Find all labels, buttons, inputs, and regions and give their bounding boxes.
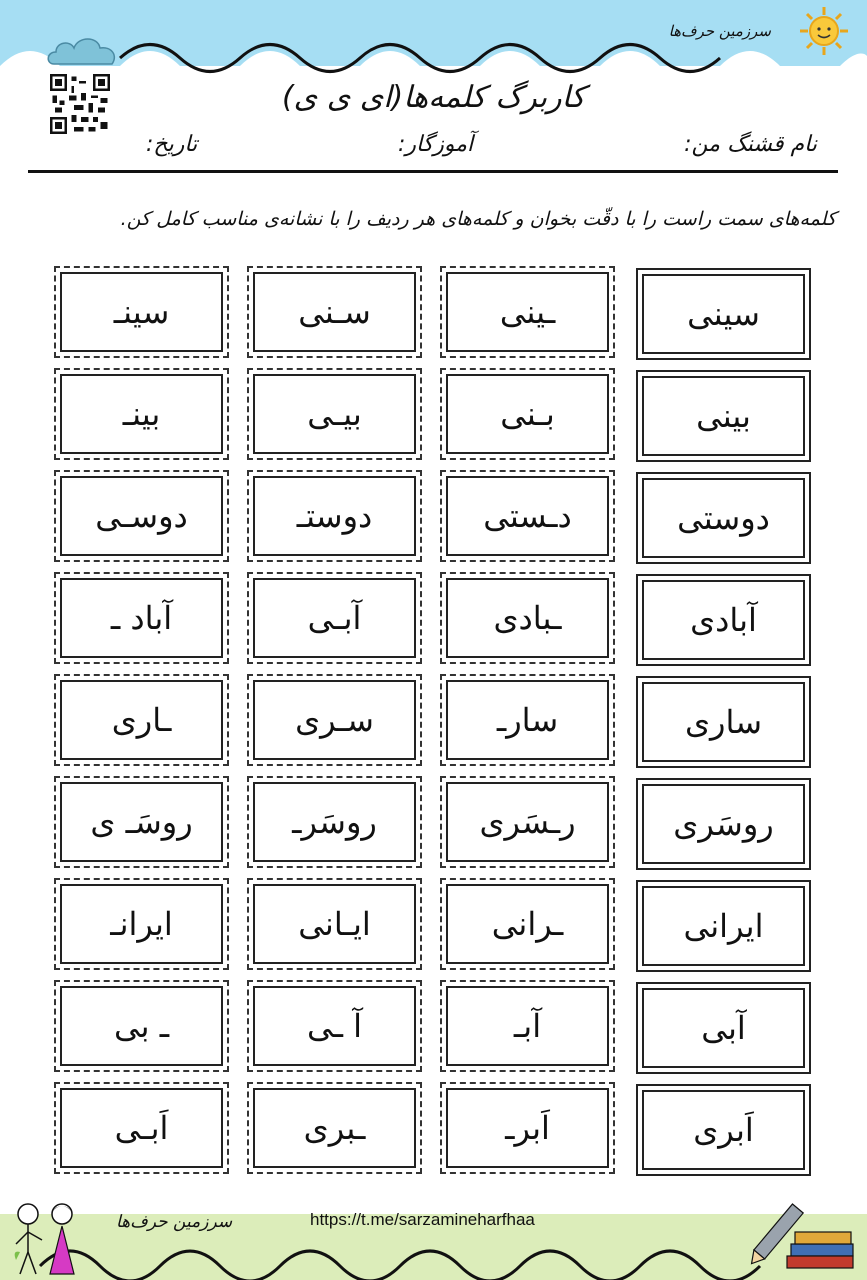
word-card-exercise: [247, 674, 422, 766]
word-card-exercise: [440, 368, 615, 460]
word-text: سینی: [642, 274, 805, 354]
word-card-model: [636, 370, 811, 462]
word-card-exercise: [440, 266, 615, 358]
word-text: آ ـی: [253, 986, 416, 1066]
word-card-exercise: [247, 980, 422, 1072]
word-card-model: [636, 472, 811, 564]
kids-illustration: [8, 1200, 84, 1278]
word-card-exercise: [247, 572, 422, 664]
word-text: اَبـی: [60, 1088, 223, 1168]
word-card-exercise: [54, 674, 229, 766]
word-card-exercise: [54, 368, 229, 460]
word-card-exercise: [440, 1082, 615, 1174]
word-card-exercise: [247, 470, 422, 562]
sun-icon: [799, 6, 849, 56]
word-card-exercise: [440, 470, 615, 562]
word-text: روسَـ ی: [60, 782, 223, 862]
word-card-model: [636, 982, 811, 1074]
word-card-exercise: [54, 980, 229, 1072]
word-text: بیـی: [253, 374, 416, 454]
word-text: آبی: [642, 988, 805, 1068]
instruction-text: کلمه‌های سمت راست را با دقّت بخوان و کلمه‌های هر ردیف را با نشانه‌ی مناسب کامل کن.: [120, 208, 836, 230]
word-text: ـاری: [60, 680, 223, 760]
word-grid: [44, 262, 816, 1182]
word-text: ـبری: [253, 1088, 416, 1168]
word-text: دـستی: [446, 476, 609, 556]
word-card-exercise: [247, 368, 422, 460]
word-text: بینـ: [60, 374, 223, 454]
telegram-link[interactable]: https://t.me/sarzamineharfhaa: [310, 1210, 535, 1229]
word-text: ـرانی: [446, 884, 609, 964]
word-text: آبـ: [446, 986, 609, 1066]
word-text: دوسـی: [60, 476, 223, 556]
word-card-exercise: [54, 470, 229, 562]
date-label: تاریخ:: [146, 132, 198, 157]
word-card-exercise: [247, 1082, 422, 1174]
word-text: سـنی: [253, 272, 416, 352]
word-card-exercise: [247, 266, 422, 358]
word-text: سینـ: [60, 272, 223, 352]
name-label: نام قشنگ من:: [684, 132, 817, 157]
word-card-exercise: [54, 776, 229, 868]
header-divider: [28, 170, 838, 173]
word-text: ـبادی: [446, 578, 609, 658]
word-card-model: [636, 778, 811, 870]
word-text: ـ بی: [60, 986, 223, 1066]
teacher-label: آموزگار:: [398, 132, 474, 157]
word-text: روسَری: [642, 784, 805, 864]
word-text: روسَرـ: [253, 782, 416, 862]
word-card-model: [636, 268, 811, 360]
word-card-model: [636, 574, 811, 666]
cloud-icon: [46, 34, 120, 66]
word-card-exercise: [54, 1082, 229, 1174]
word-card-exercise: [440, 572, 615, 664]
word-card-exercise: [440, 674, 615, 766]
word-text: ـینی: [446, 272, 609, 352]
word-text: سارـ: [446, 680, 609, 760]
brand-name-top: سرزمین حرف‌ها: [668, 22, 771, 40]
word-card-exercise: [440, 980, 615, 1072]
word-card-model: [636, 880, 811, 972]
word-text: ایـانی: [253, 884, 416, 964]
header-wave: [0, 36, 867, 76]
word-text: اَبرـ: [446, 1088, 609, 1168]
word-card-exercise: [54, 878, 229, 970]
word-text: ایرانی: [642, 886, 805, 966]
word-text: بینی: [642, 376, 805, 456]
word-card-exercise: [247, 878, 422, 970]
word-card-exercise: [54, 572, 229, 664]
word-card-exercise: [440, 878, 615, 970]
books-pencil-icon: [747, 1198, 857, 1276]
word-card-exercise: [247, 776, 422, 868]
word-card-model: [636, 676, 811, 768]
word-text: سـری: [253, 680, 416, 760]
word-text: ساری: [642, 682, 805, 762]
word-text: دوستی: [642, 478, 805, 558]
word-text: آباد ـ: [60, 578, 223, 658]
word-card-exercise: [54, 266, 229, 358]
word-text: رـسَری: [446, 782, 609, 862]
word-text: بـنی: [446, 374, 609, 454]
word-card-model: [636, 1084, 811, 1176]
word-text: اَبری: [642, 1090, 805, 1170]
brand-name-bottom: سرزمین حرف‌ها: [116, 1212, 233, 1232]
word-text: ایرانـ: [60, 884, 223, 964]
word-text: دوستـ: [253, 476, 416, 556]
word-text: آبادی: [642, 580, 805, 660]
worksheet-title: کاربرگ کلمه‌ها(ای ی ی): [281, 80, 586, 115]
word-card-exercise: [440, 776, 615, 868]
word-text: آبـی: [253, 578, 416, 658]
